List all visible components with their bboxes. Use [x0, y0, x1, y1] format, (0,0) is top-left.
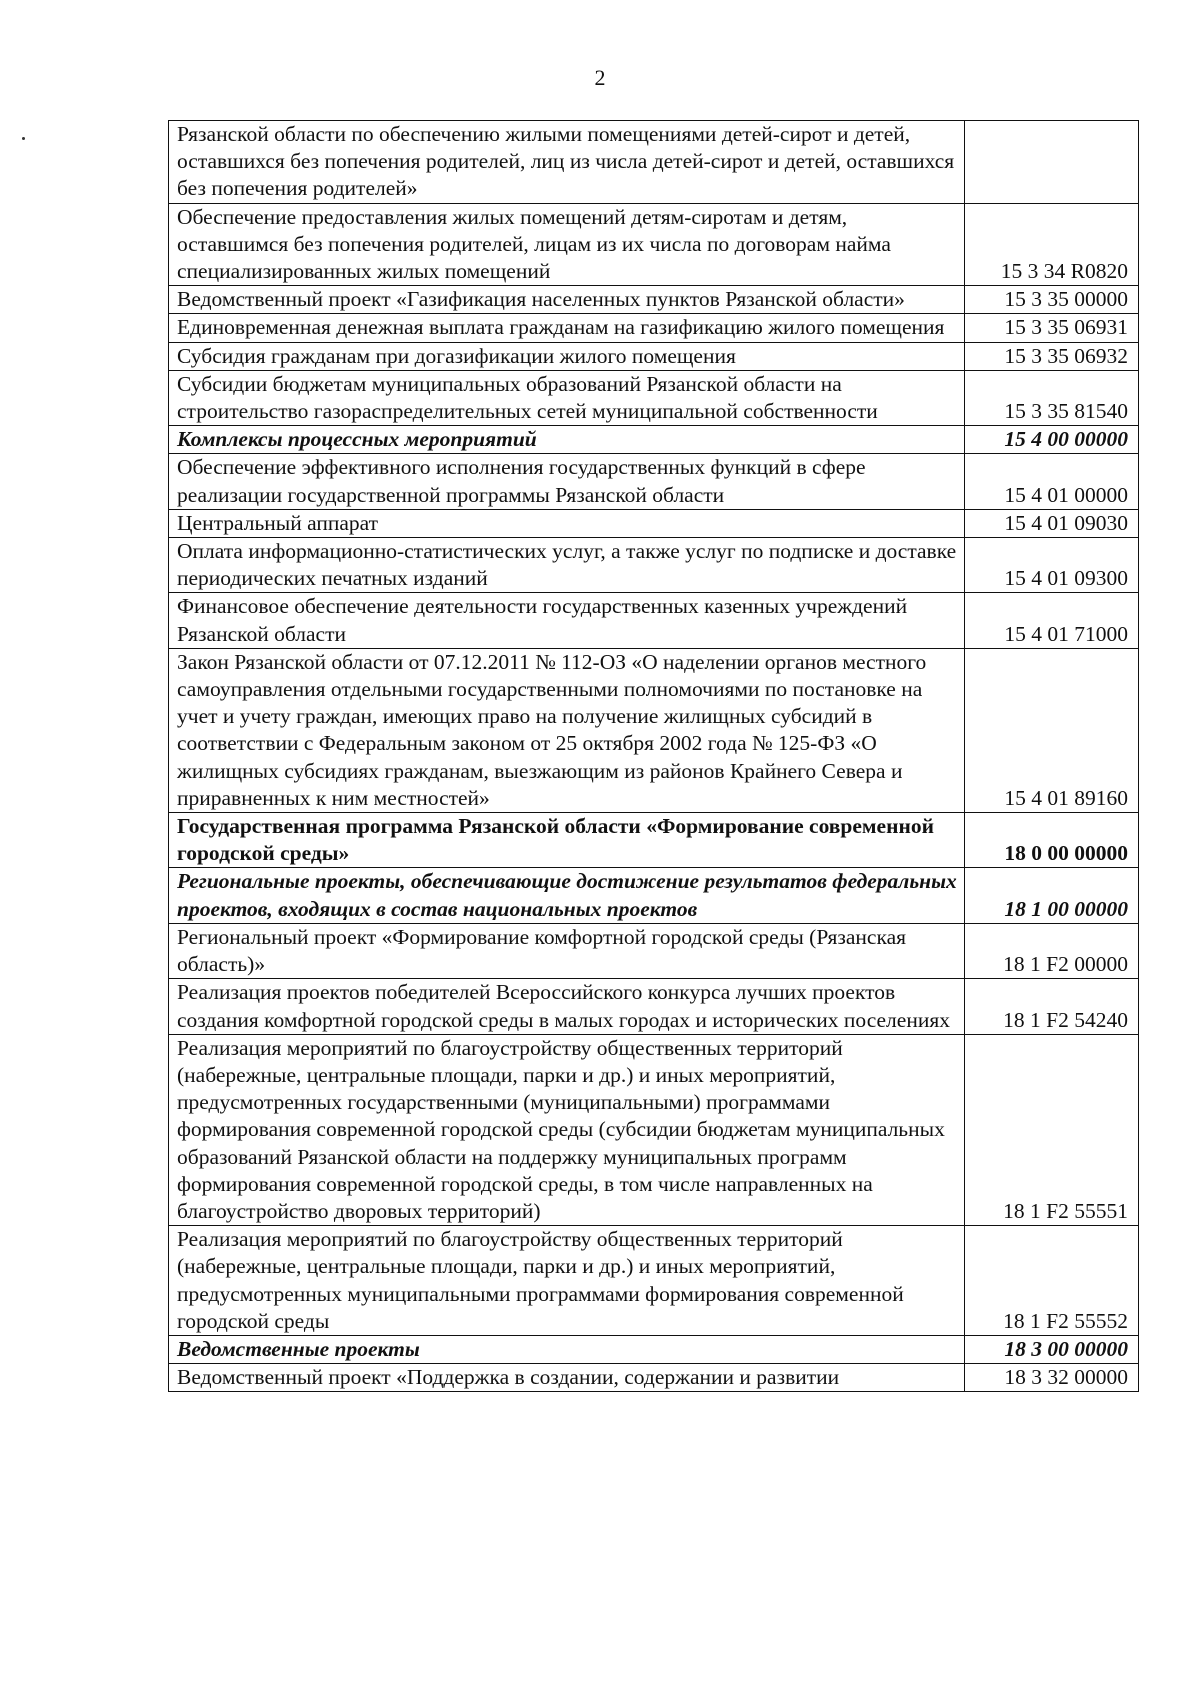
row-code: 15 3 35 00000 [965, 286, 1139, 314]
row-code: 15 4 01 09030 [965, 509, 1139, 537]
table-row [169, 286, 1139, 314]
table-row [169, 923, 1139, 978]
row-name: Обеспечение предоставления жилых помещений детям-сиротам и детям, оставшимся без попечения родителей, лицам из их числа по договорам найма специализированных жилых помещений [169, 203, 965, 286]
row-name: Закон Рязанской области от 07.12.2011 № 112-ОЗ «О наделении органов местного самоуправления отдельными государственными полномочиями по постановке на учет и учету граждан, имеющих право на получение жилищных субсидий в соответствии с Федеральным законом от 25 октября 2002 года № 125-ФЗ «О жилищных субсидиях гражданам, выезжающим из районов Крайнего Севера и приравненных к ним местностей» [169, 648, 965, 812]
row-name: Единовременная денежная выплата гражданам на газификацию жилого помещения [169, 314, 965, 342]
table-row [169, 979, 1139, 1034]
scan-speck [22, 137, 25, 140]
page-number: 2 [594, 65, 606, 90]
row-code: 15 4 01 71000 [965, 593, 1139, 648]
row-name: Обеспечение эффективного исполнения государственных функций в сфере реализации государственной программы Рязанской области [169, 454, 965, 509]
row-name: Реализация мероприятий по благоустройству общественных территорий (набережные, центральные площади, парки и др.) и иных мероприятий, предусмотренных муниципальными программами формирования современной городской среды [169, 1226, 965, 1336]
table-row [169, 648, 1139, 812]
row-name: Региональный проект «Формирование комфортной городской среды (Рязанская область)» [169, 923, 965, 978]
table-row [169, 538, 1139, 593]
row-name: Ведомственные проекты [169, 1335, 965, 1363]
row-name: Ведомственный проект «Газификация населенных пунктов Рязанской области» [169, 286, 965, 314]
row-code [965, 121, 1139, 204]
row-code: 18 1 F2 55552 [965, 1226, 1139, 1336]
row-name: Государственная программа Рязанской области «Формирование современной городской среды» [169, 813, 965, 868]
table-row [169, 121, 1139, 204]
row-name: Финансовое обеспечение деятельности государственных казенных учреждений Рязанской области [169, 593, 965, 648]
row-code: 18 1 F2 54240 [965, 979, 1139, 1034]
table-row [169, 509, 1139, 537]
row-code: 15 3 35 06932 [965, 342, 1139, 370]
row-name: Реализация проектов победителей Всероссийского конкурса лучших проектов создания комфортной городской среды в малых городах и исторических поселениях [169, 979, 965, 1034]
table-row [169, 314, 1139, 342]
row-name: Реализация мероприятий по благоустройству общественных территорий (набережные, центральные площади, парки и др.) и иных мероприятий, предусмотренных государственными (муниципальными) программами формирования современной городской среды (субсидии бюджетам муниципальных образований Рязанской области на поддержку муниципальных программ формирования современной городской среды, в том числе направленных на благоустройство дворовых территорий) [169, 1034, 965, 1225]
row-name: Региональные проекты, обеспечивающие достижение результатов федеральных проектов, входящих в состав национальных проектов [169, 868, 965, 923]
row-name: Рязанской области по обеспечению жилыми помещениями детей-сирот и детей, оставшихся без попечения родителей, лиц из числа детей-сирот и детей, оставшихся без попечения родителей» [169, 121, 965, 204]
row-code: 15 3 34 R0820 [965, 203, 1139, 286]
section-row [169, 868, 1139, 923]
program-row [169, 813, 1139, 868]
row-code: 15 4 01 09300 [965, 538, 1139, 593]
section-row [169, 1335, 1139, 1363]
table-row [169, 342, 1139, 370]
row-code: 18 3 00 00000 [965, 1335, 1139, 1363]
row-code: 18 3 32 00000 [965, 1364, 1139, 1392]
row-code: 15 3 35 06931 [965, 314, 1139, 342]
row-name: Комплексы процессных мероприятий [169, 426, 965, 454]
row-code: 18 0 00 00000 [965, 813, 1139, 868]
table-row [169, 370, 1139, 425]
row-name: Субсидия гражданам при догазификации жилого помещения [169, 342, 965, 370]
row-name: Центральный аппарат [169, 509, 965, 537]
row-code: 18 1 F2 55551 [965, 1034, 1139, 1225]
table-row [169, 203, 1139, 286]
row-code: 15 4 01 89160 [965, 648, 1139, 812]
table-row [169, 1034, 1139, 1225]
table-row [169, 593, 1139, 648]
row-code: 18 1 00 00000 [965, 868, 1139, 923]
row-name: Ведомственный проект «Поддержка в создании, содержании и развитии [169, 1364, 965, 1392]
row-name: Оплата информационно-статистических услуг, а также услуг по подписке и доставке периодических печатных изданий [169, 538, 965, 593]
table-row [169, 1364, 1139, 1392]
table-row [169, 1226, 1139, 1336]
row-code: 18 1 F2 00000 [965, 923, 1139, 978]
row-code: 15 4 01 00000 [965, 454, 1139, 509]
row-name: Субсидии бюджетам муниципальных образований Рязанской области на строительство газораспределительных сетей муниципальной собственности [169, 370, 965, 425]
table-row [169, 454, 1139, 509]
section-row [169, 426, 1139, 454]
row-code: 15 3 35 81540 [965, 370, 1139, 425]
row-code: 15 4 00 00000 [965, 426, 1139, 454]
budget-classification-table [168, 120, 1139, 1392]
